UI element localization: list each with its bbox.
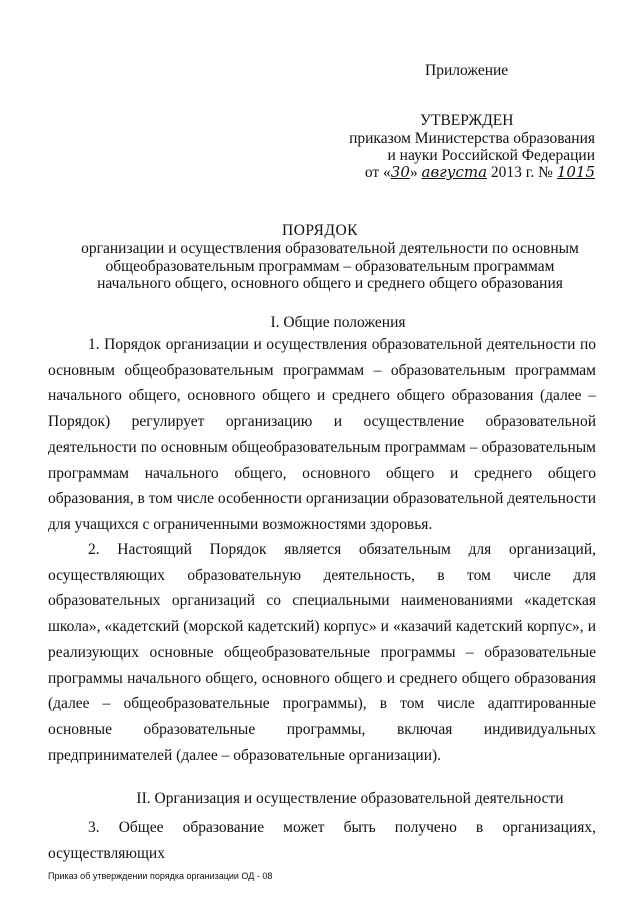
date-month: августа — [421, 163, 488, 181]
document-title: ПОРЯДОК — [282, 222, 358, 239]
section-2-heading: II. Организация и осуществление образовательной деятельности — [136, 790, 564, 807]
order-line-federation: и науки Российской Федерации — [387, 147, 595, 164]
order-line-ministry: приказом Министерства образования — [349, 130, 595, 147]
paragraph-3: 3. Общее образование может быть получено в организациях, осуществляющих — [48, 819, 596, 862]
date-day: 30 — [390, 163, 410, 181]
document-subtitle: организации и осуществления образовательной деятельности по основным общеобразовательным программам – образовательным программам начального общего, основного общего и среднего общего образования — [81, 240, 579, 292]
appendix-label: Приложение — [425, 62, 509, 79]
order-number: 1015 — [556, 163, 595, 181]
paragraph-2: 2. Настоящий Порядок является обязательным для организаций, осуществляющих образовательную деятельность, в том числе для образовательных организаций со специальными наименованиями «кадетская школа», «кадетский (морской кадетский) корпус» и «казачий кадетский корпус», и реализующих основные общеобразовательные программы – образовательные программы начального общего, основного общего и среднего общего образования (далее – общеобразовательные программы), в том числе адаптированные основные образовательные программы, включая индивидуальных предпринимателей (далее – образовательные организации). — [48, 541, 596, 764]
date-mid: » — [409, 164, 422, 181]
section-1-heading: I. Общие положения — [270, 314, 406, 331]
date-year: 2013 г. № — [487, 164, 557, 181]
approved-label: УТВЕРЖДЕН — [420, 112, 514, 129]
page-footer: Приказ об утверждении порядка организации ОД - 08 — [48, 871, 273, 881]
order-date-line — [345, 163, 595, 182]
date-prefix: от « — [364, 164, 391, 181]
paragraph-1: 1. Порядок организации и осуществления образовательной деятельности по основным общеобразовательным программам – образовательным программам начального общего, основного общего и среднего общего образования (далее – Порядок) регулирует организацию и осуществление образовательной деятельности по основным общеобразовательным программам – образовательным программам начального общего, основного общего и среднего общего образования, в том числе особенности организации образовательной деятельности для учащихся с ограниченными возможностями здоровья. — [48, 336, 596, 533]
